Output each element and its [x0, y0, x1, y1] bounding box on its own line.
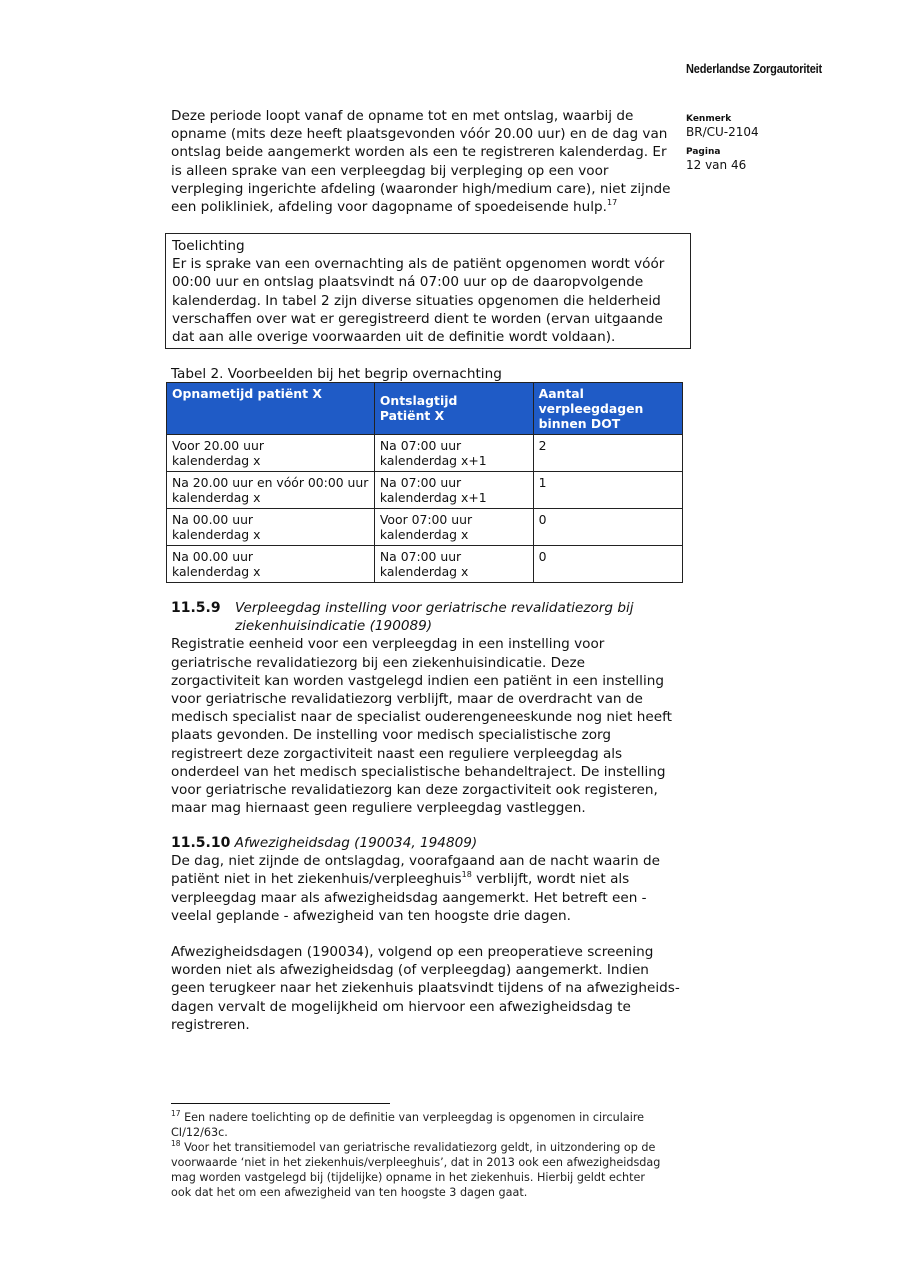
cell-line: kalenderdag x — [172, 527, 261, 542]
section-heading — [171, 834, 691, 852]
title-line: ziekenhuisindicatie (190089) — [235, 618, 433, 635]
cell-opname — [167, 435, 375, 472]
text-line: registreert deze zorgactiviteit naast een reguliere verpleegdag als — [171, 745, 623, 762]
column-header-aantal — [533, 383, 682, 435]
cell-line: Na 07:00 uur — [379, 438, 462, 453]
text-line: ook dat het om een afwezigheid van ten hoogste 3 dagen gaat. — [171, 1186, 528, 1199]
footnote-ref-17[interactable]: 17 — [607, 198, 618, 208]
text-line: zorgactiviteit kan worden vastgelegd indien een patiënt in een instelling — [171, 672, 664, 689]
text-span: een polikliniek, afdeling voor dagopname of spoedeisende hulp. — [171, 199, 607, 216]
text-line: De dag, niet zijnde de ontslagdag, voorafgaand aan de nacht waarin de — [171, 853, 660, 870]
text-line: maar mag hiernaast geen reguliere verpleegdag vastleggen. — [171, 800, 586, 817]
header-line: binnen DOT — [538, 416, 621, 431]
cell-line: kalenderdag x — [379, 527, 469, 542]
cell-ontslag — [374, 472, 533, 509]
text-line: is alleen sprake van een verpleegdag bij verpleging op een voor — [171, 162, 609, 179]
text-line: onderdeel van het medisch specialistische behandeltraject. De instelling — [171, 763, 666, 780]
section-title: Afwezigheidsdag (190034, 194809) — [234, 835, 478, 851]
header-line: Patiënt X — [379, 408, 445, 423]
cell-line: kalenderdag x+1 — [379, 490, 487, 505]
kenmerk-label: Kenmerk — [686, 114, 732, 124]
text-line — [171, 870, 691, 888]
text-line: kalenderdag. In tabel 2 zijn diverse situaties opgenomen die helderheid — [172, 292, 661, 309]
cell-line: Voor 07:00 uur — [379, 512, 473, 527]
cell-ontslag — [374, 435, 533, 472]
text-line: dagen vervalt de mogelijkheid om hiervoor een afwezigheidsdag te — [171, 998, 631, 1015]
table-row — [167, 472, 683, 509]
document-meta — [686, 113, 759, 179]
cell-aantal: 0 — [533, 509, 682, 546]
pagina-label: Pagina — [686, 147, 721, 157]
section-11-5-9 — [171, 599, 691, 817]
text-line: opname (mits deze heeft plaatsgevonden vóór 20.00 uur) en de dag van — [171, 126, 668, 143]
text-span: Een nadere toelichting op de definitie van verpleegdag is opgenomen in circulaire — [180, 1111, 645, 1124]
text-line: ontslag beide aangemerkt worden als een te registreren kalenderdag. Er — [171, 144, 667, 161]
cell-aantal: 0 — [533, 546, 682, 583]
overnachting-table — [166, 382, 683, 583]
text-line: worden niet als afwezigheidsdag (of verpleegdag) aangemerkt. Indien — [171, 962, 649, 979]
table-row — [167, 509, 683, 546]
text-line — [171, 1140, 671, 1155]
text-span: verblijft, wordt niet als — [471, 871, 630, 888]
header-line: verpleegdagen — [538, 401, 644, 416]
cell-line: Na 07:00 uur — [379, 549, 462, 564]
footnote-number: 17 — [171, 1109, 181, 1118]
text-line: registreren. — [171, 1016, 250, 1033]
section-number: 11.5.10 — [171, 835, 231, 851]
text-line: mag worden vastgelegd bij (tijdelijke) opname in het ziekenhuis. Hierbij geldt echter — [171, 1171, 645, 1184]
header-line: Aantal — [538, 386, 584, 401]
text-line: geriatrische revalidatiezorg bij een ziekenhuisindicatie. Deze — [171, 654, 585, 671]
text-line: verschaffen over wat er geregistreerd dient te worden (ervan uitgaande — [172, 310, 663, 327]
cell-line: Na 00.00 uur — [172, 512, 254, 527]
text-line: Er is sprake van een overnachting als de patiënt opgenomen wordt vóór — [172, 256, 665, 273]
cell-opname — [167, 546, 375, 583]
text-line: Afwezigheidsdagen (190034), volgend op een preoperatieve screening — [171, 944, 654, 961]
paragraph-spacer — [171, 925, 691, 943]
text-line: veelal geplande - afwezigheid van ten hoogste drie dagen. — [171, 907, 571, 924]
header-line: Ontslagtijd — [379, 393, 458, 408]
intro-paragraph — [171, 107, 691, 216]
section-title — [235, 599, 634, 635]
cell-aantal: 1 — [533, 472, 682, 509]
table-row — [167, 546, 683, 583]
cell-line: kalenderdag x — [172, 453, 261, 468]
toelichting-box — [165, 233, 691, 349]
table-caption: Tabel 2. Voorbeelden bij het begrip overnachting — [171, 366, 502, 382]
cell-line: Voor 20.00 uur — [172, 438, 264, 453]
table-header-row — [167, 383, 683, 435]
text-span: patiënt niet in het ziekenhuis/verpleeghuis — [171, 871, 462, 888]
text-line: CI/12/63c. — [171, 1126, 228, 1139]
footnote-17 — [171, 1110, 671, 1140]
footnote-divider — [171, 1103, 390, 1104]
footnote-number: 18 — [171, 1139, 181, 1148]
cell-aantal: 2 — [533, 435, 682, 472]
text-line: medisch specialist naar de specialist ouderengeneeskunde nog niet heeft — [171, 709, 673, 726]
organization-name: Nederlandse Zorgautoriteit — [686, 62, 823, 76]
text-line: verpleging ingerichte afdeling (waaronder high/medium care), niet zijnde — [171, 180, 671, 197]
text-line: 00:00 uur en ontslag plaatsvindt ná 07:00 uur op de daaropvolgende — [172, 274, 644, 291]
header-line: Opnametijd patiënt X — [172, 386, 322, 401]
section-heading — [171, 599, 691, 635]
text-line — [171, 198, 691, 216]
footnote-ref-18[interactable]: 18 — [461, 870, 472, 880]
text-line: verpleegdag maar als afwezigheidsdag aangemerkt. Het betreft een - — [171, 889, 647, 906]
text-line: dat aan alle overige voorwaarden uit de definitie wordt voldaan). — [172, 329, 616, 346]
text-line: geen terugkeer naar het ziekenhuis plaatsvindt tijdens of na afwezigheids- — [171, 980, 680, 997]
cell-line: kalenderdag x — [172, 490, 261, 505]
cell-line: kalenderdag x+1 — [379, 453, 487, 468]
text-line: voor geriatrische revalidatiezorg kan deze zorgactiviteit ook registeren, — [171, 782, 658, 799]
kenmerk-value: BR/CU-2104 — [686, 125, 759, 139]
cell-ontslag — [374, 546, 533, 583]
text-line: voorwaarde ‘niet in het ziekenhuis/verpleeghuis’, dat in 2013 ook een afwezigheidsdag — [171, 1156, 661, 1169]
section-number: 11.5.9 — [171, 600, 221, 616]
text-line: voor geriatrische revalidatiezorg verblijft, maar de overdracht van de — [171, 691, 643, 708]
cell-ontslag — [374, 509, 533, 546]
column-header-opnametijd — [167, 383, 375, 435]
cell-opname — [167, 472, 375, 509]
title-line: Verpleegdag instelling voor geriatrische revalidatiezorg bij — [235, 600, 634, 616]
cell-line: kalenderdag x — [379, 564, 469, 579]
cell-opname — [167, 509, 375, 546]
text-line — [171, 1110, 671, 1125]
cell-line: Na 20.00 uur en vóór 00:00 uur — [172, 475, 369, 490]
cell-line: kalenderdag x — [172, 564, 261, 579]
text-line: Deze periode loopt vanaf de opname tot en met ontslag, waarbij de — [171, 108, 634, 124]
pagina-value: 12 van 46 — [686, 158, 747, 172]
text-line: plaats gevonden. De instelling voor medisch specialistische zorg — [171, 727, 612, 744]
footnote-18 — [171, 1140, 671, 1200]
text-span: Voor het transitiemodel van geriatrische revalidatiezorg geldt, in uitzondering op de — [180, 1141, 656, 1154]
cell-line: Na 07:00 uur — [379, 475, 462, 490]
table-row — [167, 435, 683, 472]
cell-line: Na 00.00 uur — [172, 549, 254, 564]
text-line: Registratie eenheid voor een verpleegdag in een instelling voor — [171, 636, 605, 653]
section-11-5-10 — [171, 834, 691, 1034]
toelichting-title: Toelichting — [172, 238, 245, 254]
column-header-ontslagtijd — [374, 383, 533, 435]
